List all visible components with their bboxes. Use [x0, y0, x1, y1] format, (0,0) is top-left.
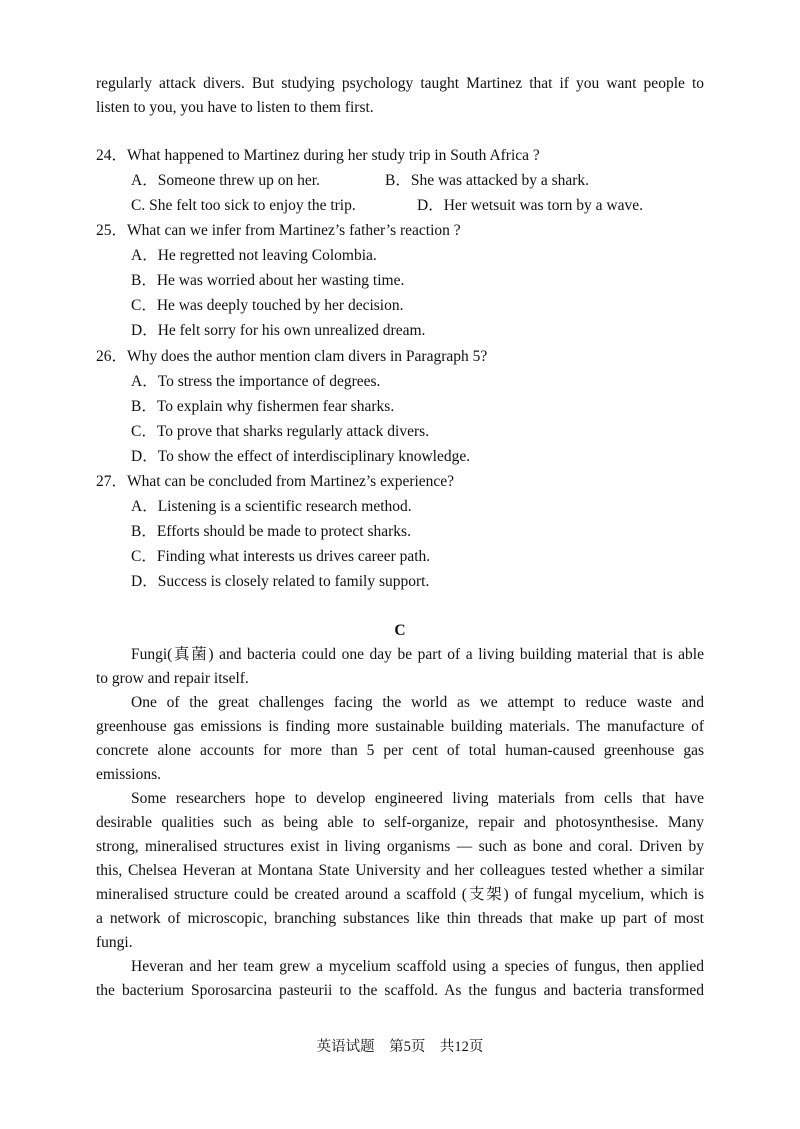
passage-line: Fungi(真菌) and bacteria could one day be part of a living building material that is able	[131, 646, 704, 663]
question-24-option-c: C. She felt too sick to enjoy the trip.	[131, 197, 356, 214]
passage-line: desirable qualities such as being able to self-organize, repair and photosynthesise. Many	[96, 814, 704, 831]
passage-line: Heveran and her team grew a mycelium scaffold using a species of fungus, then applied	[131, 958, 704, 975]
passage-line: the bacterium Sporosarcina pasteurii to the scaffold. As the fungus and bacteria transformed	[96, 982, 704, 999]
question-25-option-d: D．He felt sorry for his own unrealized dream.	[131, 322, 426, 339]
question-26-option-d: D．To show the effect of interdisciplinary knowledge.	[131, 448, 471, 465]
question-26-option-c: C．To prove that sharks regularly attack divers.	[131, 423, 430, 440]
question-24-stem: 24．What happened to Martinez during her study trip in South Africa ?	[96, 147, 540, 164]
question-25-stem: 25．What can we infer from Martinez’s father’s reaction ?	[96, 222, 461, 239]
question-26-stem: 26．Why does the author mention clam divers in Paragraph 5?	[96, 348, 488, 365]
question-27-option-b: B．Efforts should be made to protect sharks.	[131, 523, 411, 540]
passage-line: strong, mineralised structures exist in living organisms — such as bone and coral. Driven by	[96, 838, 704, 855]
question-27-option-a: A．Listening is a scientific research method.	[131, 498, 412, 515]
passage-line: One of the great challenges facing the world as we attempt to reduce waste and	[131, 694, 704, 711]
passage-line: Some researchers hope to develop engineered living materials from cells that have	[131, 790, 704, 807]
section-heading: C	[394, 622, 406, 639]
question-26-option-b: B．To explain why fishermen fear sharks.	[131, 398, 395, 415]
passage-line: a network of microscopic, branching substances like thin threads that make up part of most	[96, 910, 704, 927]
question-27-stem: 27．What can be concluded from Martinez’s experience?	[96, 473, 455, 490]
intro-line-2: listen to you, you have to listen to them first.	[96, 99, 374, 116]
passage-line: mineralised structure could be created around a scaffold (支架) of fungal mycelium, which is	[96, 886, 704, 903]
question-27-option-d: D．Success is closely related to family support.	[131, 573, 430, 590]
passage-line: concrete alone accounts for more than 5 per cent of total human-caused greenhouse gas	[96, 742, 704, 759]
passage-line: this, Chelsea Heveran at Montana State University and her colleagues tested whether a similar	[96, 862, 704, 879]
intro-line-1: regularly attack divers. But studying psychology taught Martinez that if you want people to	[96, 75, 704, 92]
question-26-option-a: A．To stress the importance of degrees.	[131, 373, 381, 390]
question-24-option-a: A．Someone threw up on her.	[131, 172, 320, 189]
passage-line: emissions.	[96, 766, 162, 783]
question-25-option-b: B．He was worried about her wasting time.	[131, 272, 405, 289]
page-footer: 英语试题 第5页 共12页	[316, 1039, 484, 1055]
question-27-option-c: C．Finding what interests us drives career path.	[131, 548, 431, 565]
question-24-option-b: B．She was attacked by a shark.	[385, 172, 590, 189]
question-25-option-a: A．He regretted not leaving Colombia.	[131, 247, 377, 264]
question-24-option-d: D．Her wetsuit was torn by a wave.	[417, 197, 643, 214]
passage-line: greenhouse gas emissions is finding more sustainable building materials. The manufacture of	[96, 718, 704, 735]
passage-line: fungi.	[96, 934, 133, 951]
passage-line: to grow and repair itself.	[96, 670, 249, 687]
question-25-option-c: C．He was deeply touched by her decision.	[131, 297, 404, 314]
